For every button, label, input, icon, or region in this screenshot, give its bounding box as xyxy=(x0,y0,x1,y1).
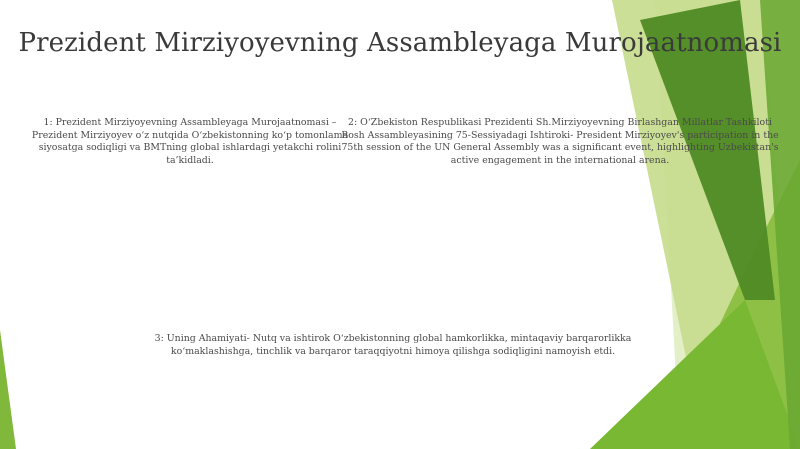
text-block-1: 1: Prezident Mirziyoyevning Assambleyaga Murojaatnomasi – Prezident Mirziyoyev o‘z nutqida O‘zbekistonning ko‘p tomonlama siyosatga sodiqligi va BMTning global ishlardagi yetakchi rolini ta’kidladi. xyxy=(31,117,349,166)
text-block-3: 3: Uning Ahamiyati- Nutq va ishtirok O‘zbekistonning global hamkorlikka, mintaqaviy barqarorlikka ko‘maklashishga, tinchlik va barqaror taraqqiyotni himoya qilishga sodiqligini namoyish etdi. xyxy=(154,333,632,357)
text-block-2: 2: O‘Zbekiston Respublikasi Prezidenti Sh.Mirziyoyevning Birlashgan Millatlar Tashkiloti Bosh Assambleyasining 75-Sessiyadagi Ishtiroki- President Mirziyoyev's participation in the 75th session of the UN General Assembly was a significant event, highlighting Uzbekistan's active engagement in the international arena. xyxy=(341,117,779,166)
slide-title: Prezident Mirziyoyevning Assambleyaga Murojaatnomasi xyxy=(18,28,782,58)
left-green-strip xyxy=(0,330,16,449)
